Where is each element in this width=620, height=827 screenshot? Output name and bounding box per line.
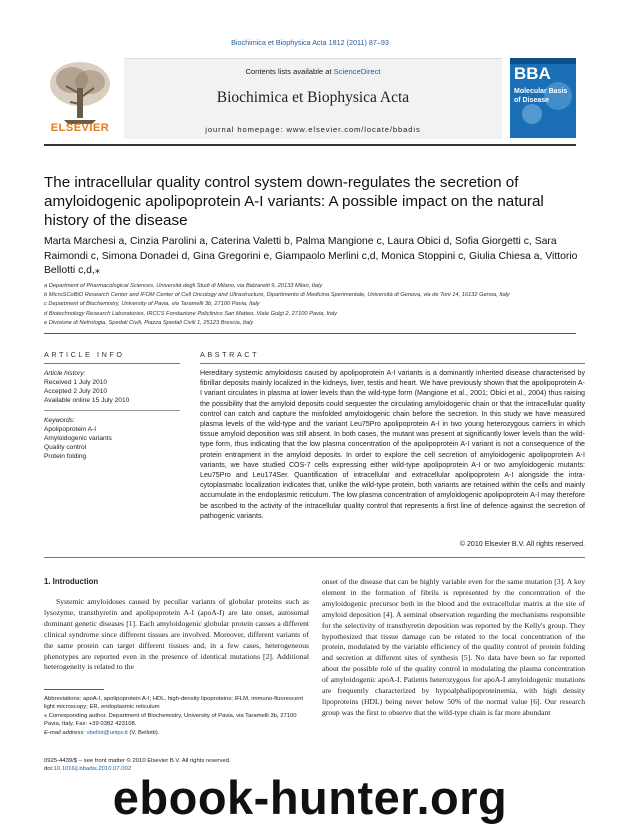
history-item: Accepted 2 July 2010	[44, 388, 108, 395]
email-label: E-mail address:	[44, 729, 87, 736]
article-history	[44, 369, 184, 405]
affiliation-item: b MicroSCoBiO Research Center and IFOM Center of Cell Oncology and Ultrastructure, Dipartimento di Medicina Sperimentale, Università di Genova, via de Toni 14, 16132 Genoa, Italy	[44, 292, 510, 299]
history-label: Article history:	[44, 370, 86, 377]
abstract-rule	[200, 363, 585, 364]
journal-title-box	[124, 58, 502, 139]
article-title: The intracellular quality control system down-regulates the secretion of amyloidogenic apolipoprotein A-I variants: A possible impact on the natural history of the disease	[44, 174, 544, 229]
journal-homepage[interactable]: journal homepage: www.elsevier.com/locate/bbadis	[205, 125, 421, 134]
contents-prefix: Contents lists available at	[245, 67, 334, 76]
cover-subtitle: Molecular Basis of Disease	[514, 88, 568, 104]
abstract-heading: ABSTRACT	[200, 350, 260, 359]
affiliation-item: c Department of Biochemistry, University of Pavia, via Taramelli 3b, 27100 Pavia, Italy	[44, 301, 260, 308]
watermark: ebook-hunter.org	[112, 771, 508, 824]
keyword-item: Amyloidogenic variants	[44, 435, 112, 442]
keyword-item: Protein folding	[44, 453, 87, 460]
doi-label: doi:	[44, 766, 54, 773]
email-footnote	[44, 729, 309, 737]
publisher-name: ELSEVIER	[50, 122, 110, 134]
copyright-notice: © 2010 Elsevier B.V. All rights reserved.	[459, 540, 585, 548]
keywords-rule	[44, 410, 180, 411]
header-rule	[44, 144, 576, 146]
abbreviations-footnote: Abbreviations: apoA-I, apolipoprotein A-I; HDL, high-density lipoproteins; IFLM, immuno-fluorescent light microscopy; ER, endoplasmic reticulum	[44, 696, 303, 711]
bba-logo: BBA	[514, 64, 551, 83]
journal-citation[interactable]: Biochimica et Biophysica Acta 1812 (2011) 87–93	[231, 38, 389, 47]
keywords	[44, 416, 184, 461]
affiliation-item: e Divisione di Nefrologia, Spedali Civili, Piazza Spedali Civili 1, 25123 Brescia, Italy	[44, 319, 254, 326]
footnote-rule	[44, 689, 104, 690]
keywords-label: Keywords:	[44, 417, 75, 424]
body-text-right-column: onset of the disease that can be highly variable even for the same mutation [3]. A key element in the formation of fibrils is represented by the concentration of the amyloidogenic precursor both in the blood and the extracellular matrix at the site of amyloid deposition [4]. A seminal observation regarding the mechanisms responsible for the selectivity of transthyretin deposition was reported by the Kelly's group. They hypothesized that tissue damage can be related to the local concentration of the protein, modulated by the variable efficiency of the quality control of protein folding and secretion at different sites of synthesis [5]. No data have been so far reported about the possible role of the quality control in modulating the plasma concentration of amyloidogenic apoA-I. Patients heterozygous for apoA-I amyloidogenic mutations are frequently characterized by hypoalphalipoproteinemia, with high density lipoproteins (HDL) being never below 50% of the normal value [6]. Our research group was the first to observe that the wild-type chain is far more abundant	[322, 577, 585, 717]
abstract-text: Hereditary systemic amyloidosis caused by apolipoprotein A-I variants is a dominantly inherited disease characterised by fibrillar deposits mainly localized in the kidneys, liver, testis and heart. We have previously shown that the apolipoprotein A-I variant circulates in plasma at lower levels than the wild-type form (Mangione et al., 2001; Obici et al., 2004) thus raising the possibility that the amyloid deposits could sequester the circulating amyloidogenic chain or that the intracellular quality control can catch and capture the misfolded amyloidogenic chain before the secretion. In this study we have measured plasma levels of the wild-type and the variant Leu75Pro apolipoprotein A-I in two young heterozygous carriers in which tissue amyloid deposition was still absent. In both cases, the mutant was present at significantly lower levels than the wild-type form, thus indicating that the low plasma concentration of the apolipoprotein A-I variant is not a consequence of the protein entrapment in the amyloid deposits. In order to explore the cell secretion of amyloidogenic apolipoprotein A-I variants, we have studied COS-7 cells expressing either wild-type apolipoprotein A-I or two amyloidogenic mutants: Leu75Pro and Leu174Ser. Quantification of intracellular and extracellular apolipoprotein A-I alongside the intra-cytoplasmatic localization indicates that, unlike the wild-type protein, both variants are retained within the cells and mainly accumulate in the endoplasmic reticulum. The low plasma concentration of amyloidogenic apolipoprotein A-I may therefore be ascribed to the activity of the intracellular quality control that represents a first line of defence against the secretion of pathogenic variants.	[200, 369, 585, 520]
affiliations	[44, 282, 584, 328]
author-list: Marta Marchesi a, Cinzia Parolini a, Caterina Valetti b, Palma Mangione c, Laura Obici d, Sofia Giorgetti c, Sara Raimondi c, Simona Donadei d, Gina Gregorini e, Giampaolo Merlini c,d, Monica Stoppini c, Giulia Chiesa a, Vittorio Bellotti c,d,⁎	[44, 236, 578, 276]
affiliation-item: d Biotechnology Research Laboratories, IRCCS Fondazione Policlinico San Matteo, Viale Golgi 2, 27100 Pavia, Italy	[44, 310, 337, 317]
keyword-item: Quality control	[44, 444, 87, 451]
article-info-heading: ARTICLE INFO	[44, 350, 125, 359]
body-text-left-column: Systemic amyloidoses caused by peculiar variants of globular proteins such as lysozyme, transthyretin and apolipoprotein A-I (apoA-I) are late onset, autosomal dominant genetic diseases [1]. Each amyloidogenic globular protein causes a different clinical syndrome since different tissues are involved. Moreover, different variants of the same protein can target different tissues and, in a few cases, heterogeneous phenotypes are reported even in the presence of identical mutations [2]. Additional heterogeneity is related to the	[44, 597, 309, 672]
issn-line: 0925-4439/$ – see front matter © 2010 Elsevier B.V. All rights reserved.	[44, 758, 231, 764]
email-link[interactable]: vbellot@unipv.it	[86, 729, 128, 736]
affiliation-item: a Department of Pharmacological Sciences, Università degli Studi di Milano, via Balzaretti 9, 20133 Milan, Italy	[44, 283, 323, 289]
keyword-item: Apolipoprotein A-I	[44, 426, 97, 433]
abstract-bottom-rule	[44, 557, 585, 558]
section-rule	[44, 333, 576, 334]
section-heading: 1. Introduction	[44, 577, 99, 586]
journal-name: Biochimica et Biophysica Acta	[216, 89, 410, 106]
journal-masthead	[44, 58, 576, 140]
email-suffix: (V. Bellotti).	[127, 729, 160, 736]
contents-line	[124, 67, 502, 76]
corresponding-author-footnote: ⁎ Corresponding author. Department of Biochemistry, University of Pavia, via Taramelli 3b, 27100 Pavia, Italy. Fax: +39 0382 423108.	[44, 712, 297, 728]
footnotes	[44, 695, 309, 737]
article-info-rule	[44, 363, 180, 364]
journal-cover	[510, 58, 576, 138]
sciencedirect-link[interactable]: ScienceDirect	[333, 67, 381, 76]
history-item: Received 1 July 2010	[44, 379, 108, 386]
history-item: Available online 15 July 2010	[44, 397, 130, 404]
elsevier-logo	[44, 58, 116, 138]
doi-link[interactable]: 10.1016/j.bbadis.2010.07.002	[53, 766, 132, 773]
